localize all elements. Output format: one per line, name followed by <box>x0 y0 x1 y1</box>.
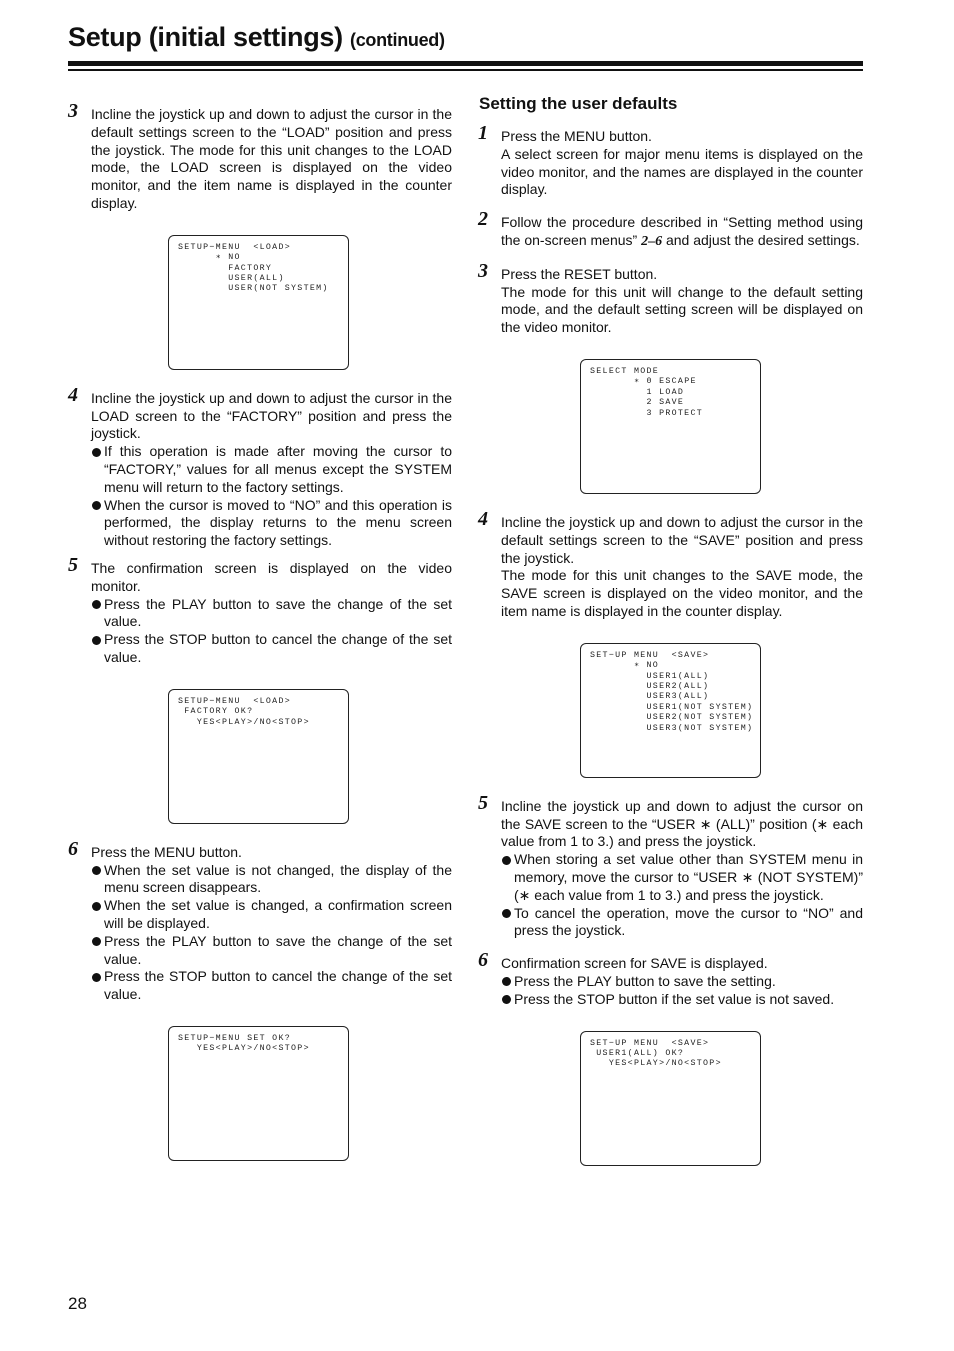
step-number: 5 <box>68 553 78 576</box>
bullet-item: Press the STOP button to cancel the change of the set value. <box>91 968 452 1004</box>
step-3-reset <box>478 259 863 337</box>
step-text: Incline the joystick up and down to adjust the cursor in the default settings screen to the “SAVE” position and press the joystick. <box>501 513 863 566</box>
save-confirm-screen: SET−UP MENU <SAVE> USER1(ALL) OK? YES<PLAY>/NO<STOP> <box>580 1031 761 1166</box>
factory-confirm-screen: SETUP−MENU <LOAD> FACTORY OK? YES<PLAY>/NO<STOP> <box>168 689 349 824</box>
left-column <box>68 100 452 1181</box>
page-subtitle: (continued) <box>350 30 445 50</box>
bullet-list <box>501 973 863 1009</box>
step-number: 3 <box>68 100 78 122</box>
step-2-settings <box>478 208 863 251</box>
bullet-item: To cancel the operation, move the cursor to “NO” and press the joystick. <box>501 905 863 941</box>
page-header <box>68 22 863 53</box>
step-number: 6 <box>68 837 78 860</box>
bullet-item: Press the PLAY button to save the change of the set value. <box>91 596 452 632</box>
bullet-item: When the set value is not changed, the display of the menu screen disappears. <box>91 862 452 898</box>
save-screen: SET−UP MENU <SAVE> ∗ NO USER1(ALL) USER2(ALL) USER3(ALL) USER1(NOT SYSTEM) USER2(NOT SYSTEM) USER3(NOT SYSTEM) <box>580 643 761 778</box>
step-text: Incline the joystick up and down to adjust the cursor on the SAVE screen to the “USER ∗ (ALL)” position (∗ each value from 1 to 3.) and press the joystick. <box>501 797 863 850</box>
bullet-list <box>91 596 452 667</box>
step-text: The confirmation screen is displayed on the video monitor. <box>91 559 452 594</box>
step-4-factory <box>68 383 452 550</box>
bullet-list <box>501 851 863 940</box>
step-text: Press the MENU button. <box>501 128 652 144</box>
step-text-detail: The mode for this unit changes to the SAVE mode, the SAVE screen is displayed on the video monitor, and the item name is displayed in the counter display. <box>501 567 863 619</box>
step-number: 1 <box>478 122 488 144</box>
step-3-load <box>68 100 452 213</box>
page-title: Setup (initial settings) (continued) <box>68 22 445 52</box>
step-number: 4 <box>68 383 78 406</box>
header-rule-thin <box>68 69 863 71</box>
select-mode-screen: SELECT MODE ∗ 0 ESCAPE 1 LOAD 2 SAVE 3 PROTECT <box>580 359 761 494</box>
step-1-menu <box>478 122 863 199</box>
section-title: Setting the user defaults <box>479 94 678 113</box>
bullet-item: When the set value is changed, a confirmation screen will be displayed. <box>91 897 452 933</box>
page-number: 28 <box>68 1294 87 1313</box>
step-text-detail: A select screen for major menu items is displayed on the video monitor, and the names are displayed in the counter display. <box>501 145 863 198</box>
page-reference: 2–6 <box>641 233 663 249</box>
right-column <box>478 94 863 1186</box>
step-text-detail: The mode for this unit will change to the default setting mode, and the default setting screen will be displayed on the video monitor. <box>501 283 863 336</box>
step-number: 6 <box>478 949 488 972</box>
step-text: Incline the joystick up and down to adjust the cursor in the default settings screen to the “LOAD” position and press the joystick. The mode for this unit changes to the LOAD mode, the LOAD screen is displayed on the video monitor, and the item name is displayed in the counter display. <box>91 106 452 211</box>
set-ok-screen: SETUP−MENU SET OK? YES<PLAY>/NO<STOP> <box>168 1026 349 1161</box>
header-rule-thick <box>68 61 863 66</box>
bullet-item: Press the STOP button if the set value is not saved. <box>501 991 863 1009</box>
step-text: Confirmation screen for SAVE is displayed. <box>501 955 768 972</box>
step-text: Follow the procedure described in “Setting method using the on-screen menus” 2–6 and adjust the desired settings. <box>501 214 863 249</box>
step-number: 5 <box>478 791 488 814</box>
step-text: Press the RESET button. <box>501 265 658 282</box>
bullet-item: Press the PLAY button to save the setting. <box>501 973 863 991</box>
step-text: Incline the joystick up and down to adjust the cursor in the LOAD screen to the “FACTORY” position and press the joystick. <box>91 389 452 442</box>
load-screen: SETUP−MENU <LOAD> ∗ NO FACTORY USER(ALL) USER(NOT SYSTEM) <box>168 235 349 370</box>
step-6-menu <box>68 837 452 1004</box>
bullet-item: When the cursor is moved to “NO” and this operation is performed, the display returns to the menu screen without restoring the factory settings. <box>91 497 452 550</box>
bullet-item: Press the PLAY button to save the change of the set value. <box>91 933 452 969</box>
step-number: 3 <box>478 259 488 282</box>
step-text: Press the MENU button. <box>91 843 242 860</box>
step-4-save <box>478 507 863 621</box>
bullet-list <box>91 443 452 550</box>
step-6-confirm-save <box>478 949 863 1008</box>
step-number: 4 <box>478 507 488 530</box>
bullet-item: If this operation is made after moving the cursor to “FACTORY,” values for all menus except the SYSTEM menu will return to the factory settings. <box>91 443 452 496</box>
bullet-item: Press the STOP button to cancel the change of the set value. <box>91 631 452 667</box>
step-number: 2 <box>478 208 488 231</box>
bullet-item: When storing a set value other than SYSTEM menu in memory, move the cursor to “USER ∗ (NOT SYSTEM)” (∗ each value from 1 to 3.) and press the joystick. <box>501 851 863 904</box>
bullet-list <box>91 862 452 1004</box>
step-5-user-select <box>478 791 863 940</box>
step-5-confirm <box>68 553 452 667</box>
